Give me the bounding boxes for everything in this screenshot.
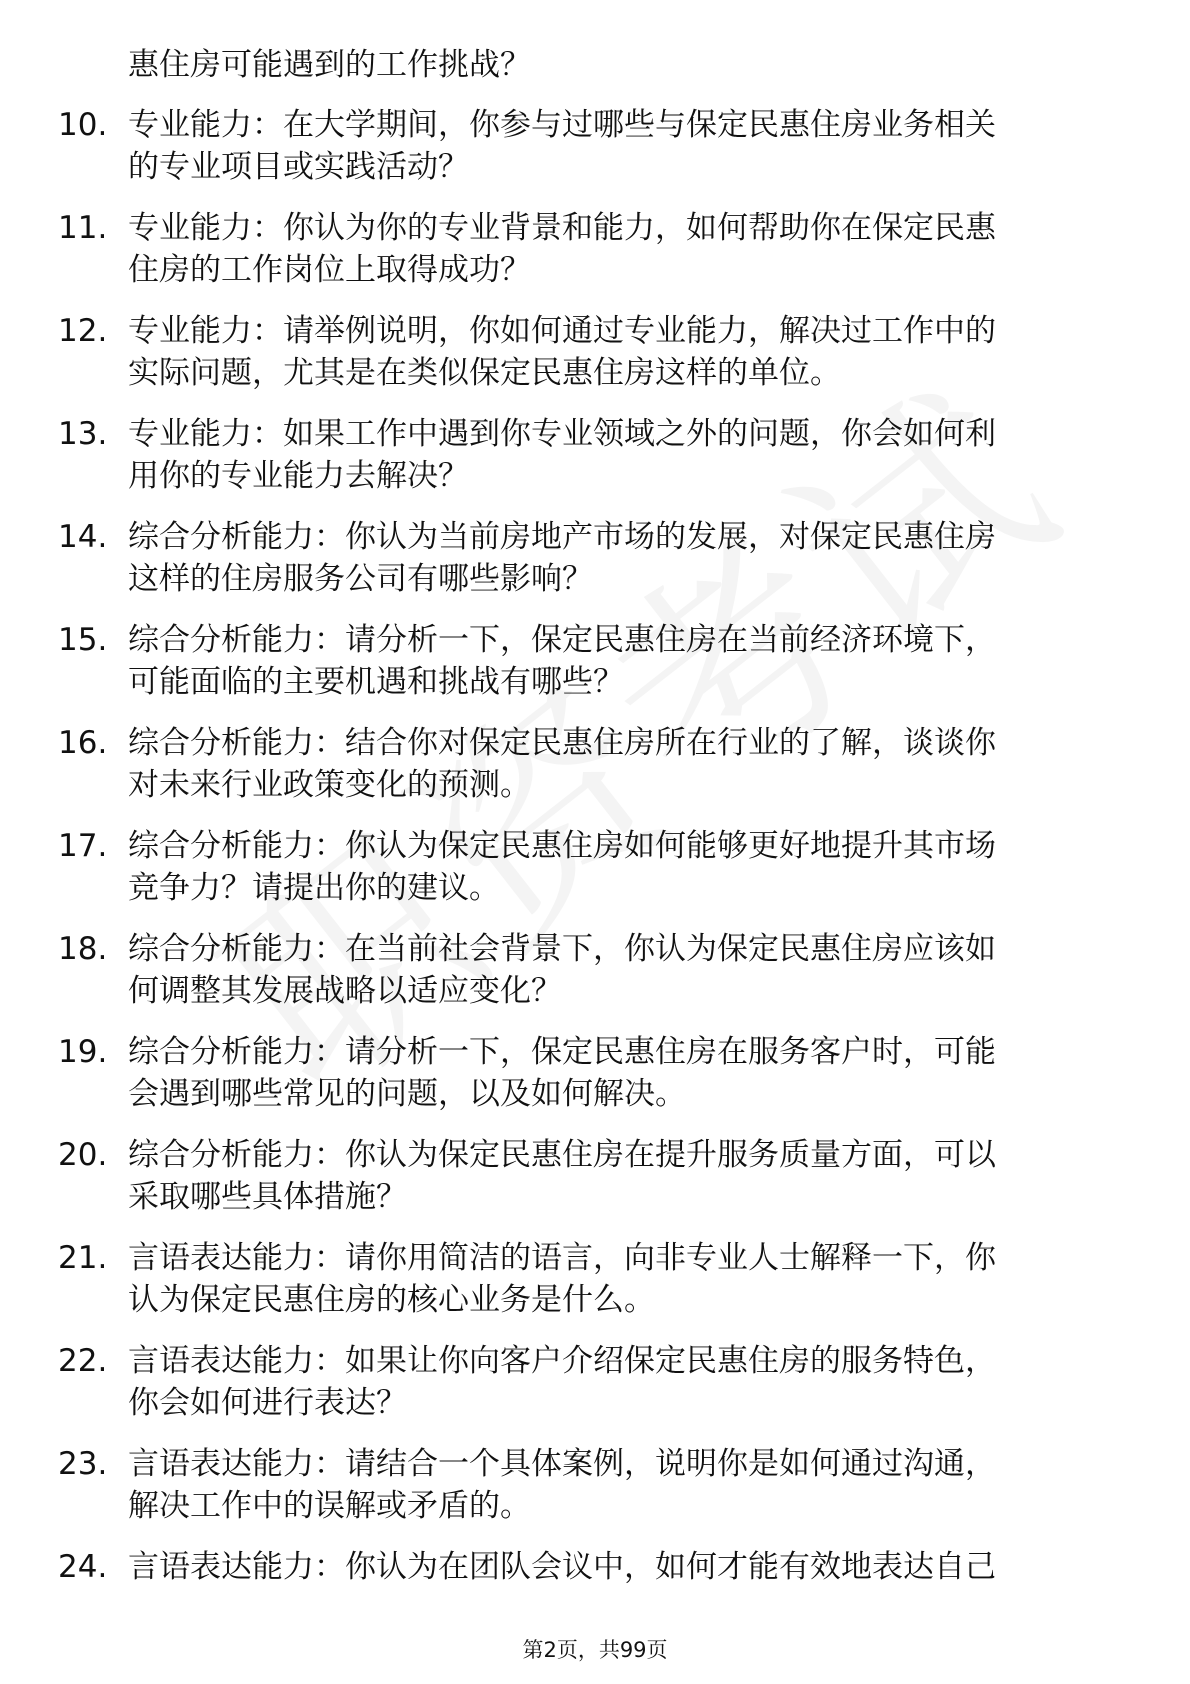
- question-text: [128, 1546, 1128, 1588]
- question-line: 实际问题，尤其是在类似保定民惠住房这样的单位。: [128, 355, 841, 391]
- question-text: [128, 1443, 1128, 1527]
- question-text: [128, 104, 1128, 188]
- question-list: [0, 104, 1190, 1649]
- question-line: 综合分析能力：在当前社会背景下，你认为保定民惠住房应该如: [128, 931, 996, 967]
- question-text: [128, 619, 1128, 703]
- question-number: 12.: [58, 313, 108, 349]
- question-number: 23.: [58, 1446, 108, 1482]
- question-number: 15.: [58, 622, 108, 658]
- question-line: 综合分析能力：请分析一下，保定民惠住房在当前经济环境下，: [128, 622, 996, 658]
- question-line: 专业能力：你认为你的专业背景和能力，如何帮助你在保定民惠: [128, 210, 996, 246]
- question-line: 言语表达能力：你认为在团队会议中，如何才能有效地表达自己: [128, 1549, 996, 1585]
- question-text: [128, 928, 1128, 1012]
- question-item: [0, 619, 1190, 722]
- question-line: 用你的专业能力去解决？: [128, 458, 469, 494]
- question-line: 你会如何进行表达？: [128, 1385, 407, 1421]
- question-item: [0, 1134, 1190, 1237]
- continuation-line: 惠住房可能遇到的工作挑战？: [128, 47, 531, 83]
- question-text: [128, 1340, 1128, 1424]
- question-text: [128, 825, 1128, 909]
- question-line: 认为保定民惠住房的核心业务是什么。: [128, 1282, 655, 1318]
- question-number: 21.: [58, 1240, 108, 1276]
- question-item: [0, 1031, 1190, 1134]
- question-text: [128, 722, 1128, 806]
- question-line: 言语表达能力：请你用简洁的语言，向非专业人士解释一下，你: [128, 1240, 996, 1276]
- question-item: [0, 104, 1190, 207]
- question-line: 可能面临的主要机遇和挑战有哪些？: [128, 664, 624, 700]
- question-number: 16.: [58, 725, 108, 761]
- question-line: 的专业项目或实践活动？: [128, 149, 469, 185]
- question-line: 采取哪些具体措施？: [128, 1179, 407, 1215]
- question-text: [128, 1031, 1128, 1115]
- question-line: 何调整其发展战略以适应变化？: [128, 973, 562, 1009]
- question-line: 专业能力：如果工作中遇到你专业领域之外的问题，你会如何利: [128, 416, 996, 452]
- page-footer: 第2页，共99页: [522, 1638, 668, 1662]
- question-line: 竞争力？请提出你的建议。: [128, 870, 500, 906]
- question-line: 对未来行业政策变化的预测。: [128, 767, 531, 803]
- question-number: 10.: [58, 107, 108, 143]
- question-text: [128, 310, 1128, 394]
- question-line: 会遇到哪些常见的问题，以及如何解决。: [128, 1076, 686, 1112]
- question-number: 18.: [58, 931, 108, 967]
- question-number: 24.: [58, 1549, 108, 1585]
- question-line: 专业能力：请举例说明，你如何通过专业能力，解决过工作中的: [128, 313, 996, 349]
- question-item: [0, 1546, 1190, 1649]
- question-line: 住房的工作岗位上取得成功？: [128, 252, 531, 288]
- question-item: [0, 722, 1190, 825]
- question-line: 综合分析能力：结合你对保定民惠住房所在行业的了解，谈谈你: [128, 725, 996, 761]
- question-item: [0, 413, 1190, 516]
- question-item: [0, 825, 1190, 928]
- question-line: 综合分析能力：请分析一下，保定民惠住房在服务客户时，可能: [128, 1034, 996, 1070]
- question-number: 11.: [58, 210, 108, 246]
- question-text: [128, 1237, 1128, 1321]
- question-line: 综合分析能力：你认为保定民惠住房在提升服务质量方面，可以: [128, 1137, 996, 1173]
- question-line: 这样的住房服务公司有哪些影响？: [128, 561, 593, 597]
- question-number: 14.: [58, 519, 108, 555]
- question-item: [0, 207, 1190, 310]
- question-text: [128, 207, 1128, 291]
- question-number: 19.: [58, 1034, 108, 1070]
- question-number: 22.: [58, 1343, 108, 1379]
- question-number: 13.: [58, 416, 108, 452]
- question-item: [0, 1237, 1190, 1340]
- question-line: 综合分析能力：你认为保定民惠住房如何能够更好地提升其市场: [128, 828, 996, 864]
- question-text: [128, 516, 1128, 600]
- question-item: [0, 1340, 1190, 1443]
- question-item: [0, 516, 1190, 619]
- question-text: [128, 1134, 1128, 1218]
- question-line: 言语表达能力：请结合一个具体案例，说明你是如何通过沟通，: [128, 1446, 996, 1482]
- question-item: [0, 928, 1190, 1031]
- question-text: [128, 413, 1128, 497]
- question-line: 解决工作中的误解或矛盾的。: [128, 1488, 531, 1524]
- question-number: 20.: [58, 1137, 108, 1173]
- question-line: 综合分析能力：你认为当前房地产市场的发展，对保定民惠住房: [128, 519, 996, 555]
- question-item: [0, 1443, 1190, 1546]
- question-item: [0, 310, 1190, 413]
- question-number: 17.: [58, 828, 108, 864]
- question-line: 言语表达能力：如果让你向客户介绍保定民惠住房的服务特色，: [128, 1343, 996, 1379]
- question-line: 专业能力：在大学期间，你参与过哪些与保定民惠住房业务相关: [128, 107, 996, 143]
